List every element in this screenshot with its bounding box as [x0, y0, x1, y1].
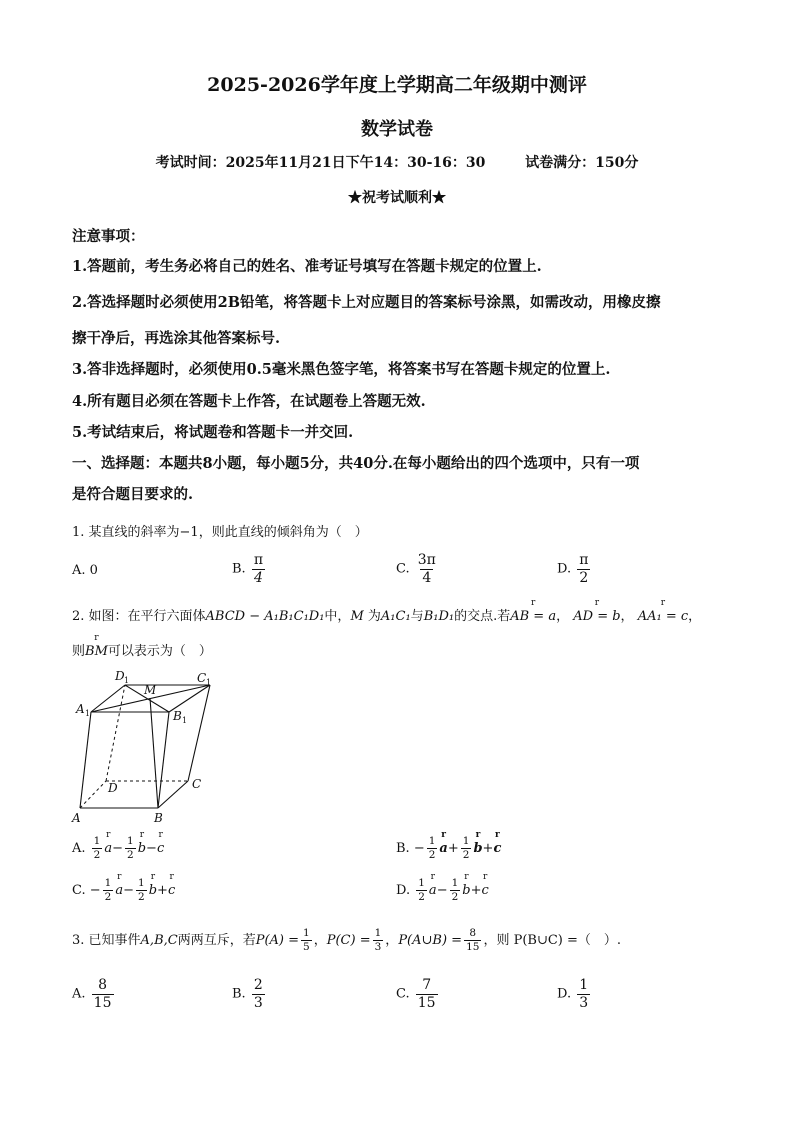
note-item: 3.答非选择题时，必须使用0.5毫米黑色签字笔，将答案书写在答题卡规定的位置上.: [72, 361, 611, 378]
exam-meta: [0, 152, 794, 172]
label-d1: D: [115, 669, 125, 683]
q2-option-d: D. $\frac{1}{2}$ r a− $\frac{1}{2}$ r b+r c: [396, 878, 489, 903]
question-2-stem-cont: 则r BM可以表示为（ ）: [72, 640, 212, 659]
notes-heading: 注意事项：: [72, 228, 145, 245]
note-item: 1.答题前，考生务必将自己的姓名、准考证号填写在答题卡规定的位置上.: [72, 258, 542, 275]
q1-option-b: B. $\frac{\pi}{4}$: [232, 552, 264, 586]
question-2-stem: 2. 如图：在平行六面体ABCD − A₁B₁C₁D₁中，M 为A₁C₁与B₁D₁的交点.若r AB = a， r AD = b， r AA₁ = c，: [72, 605, 701, 624]
exam-title: 2025-2026学年度上学期高二年级期中测评: [207, 74, 587, 96]
label-c1: C: [197, 671, 207, 685]
question-3-stem: 3. 已知事件A,B,C两两互斥，若P(A) = $\frac{1}{5}$ ，P(C) = $\frac{1}{3}$ ，P(A∪B) = $\frac{8}{15}$ ，则 P(B∪C) =（ ）.: [72, 927, 622, 954]
section-heading-cont: 是符合题目要求的.: [72, 486, 194, 503]
q2-option-b: B. − $\frac{1}{2}$ r a+ $\frac{1}{2}$ r b+r c: [396, 836, 501, 861]
q1-option-d: D. $\frac{\pi}{2}$: [557, 552, 589, 586]
q3-option-d: D. $\frac{1}{3}$: [557, 977, 589, 1011]
label-b1: B: [173, 709, 182, 723]
wish-line: ★祝考试顺利★: [348, 190, 446, 206]
q2-option-c: C. − $\frac{1}{2}$ r a− $\frac{1}{2}$ r b+r c: [72, 878, 175, 903]
q3-option-a: A. $\frac{8}{15}$: [72, 977, 112, 1011]
label-a: A: [72, 811, 81, 825]
label-a1: A: [76, 702, 85, 716]
section-heading: 一、选择题：本题共8小题，每小题5分，共40分.在每小题给出的四个选项中，只有一项: [72, 455, 640, 472]
q1-option-a: A. 0: [72, 563, 98, 578]
question-1-stem: 1. 某直线的斜率为−1，则此直线的倾斜角为（ ）: [72, 525, 368, 540]
label-d: D: [108, 781, 118, 795]
exam-subtitle: 数学试卷: [361, 119, 433, 140]
exam-time: 考试时间：2025年11月21日下午14：30-16：30: [155, 155, 486, 171]
label-a1-sub: 1: [85, 709, 91, 718]
label-c: C: [192, 777, 202, 791]
note-item: 擦干净后，再选涂其他答案标号.: [72, 330, 281, 347]
parallelepiped-svg: [70, 668, 230, 828]
q1-option-c: C. $\frac{3\pi}{4}$: [396, 552, 436, 586]
label-d1-sub: 1: [124, 676, 130, 685]
full-score: 试卷满分：150分: [525, 155, 639, 171]
label-b1-sub: 1: [182, 716, 188, 725]
q3-option-c: C. $\frac{7}{15}$: [396, 977, 436, 1011]
label-b: B: [154, 811, 163, 825]
parallelepiped-figure: [70, 668, 230, 832]
label-c1-sub: 1: [206, 678, 212, 687]
note-item: 2.答选择题时必须使用2B铅笔，将答题卡上对应题目的答案标号涂黑，如需改动，用橡皮擦: [72, 294, 661, 311]
label-m: M: [144, 683, 157, 697]
note-item: 5.考试结束后，将试题卷和答题卡一并交回.: [72, 424, 354, 441]
q3-option-b: B. $\frac{2}{3}$: [232, 977, 263, 1011]
q2-option-a: A. $\frac{1}{2}$ r a− $\frac{1}{2}$ r b−r c: [72, 836, 164, 861]
note-item: 4.所有题目必须在答题卡上作答，在试题卷上答题无效.: [72, 393, 426, 410]
